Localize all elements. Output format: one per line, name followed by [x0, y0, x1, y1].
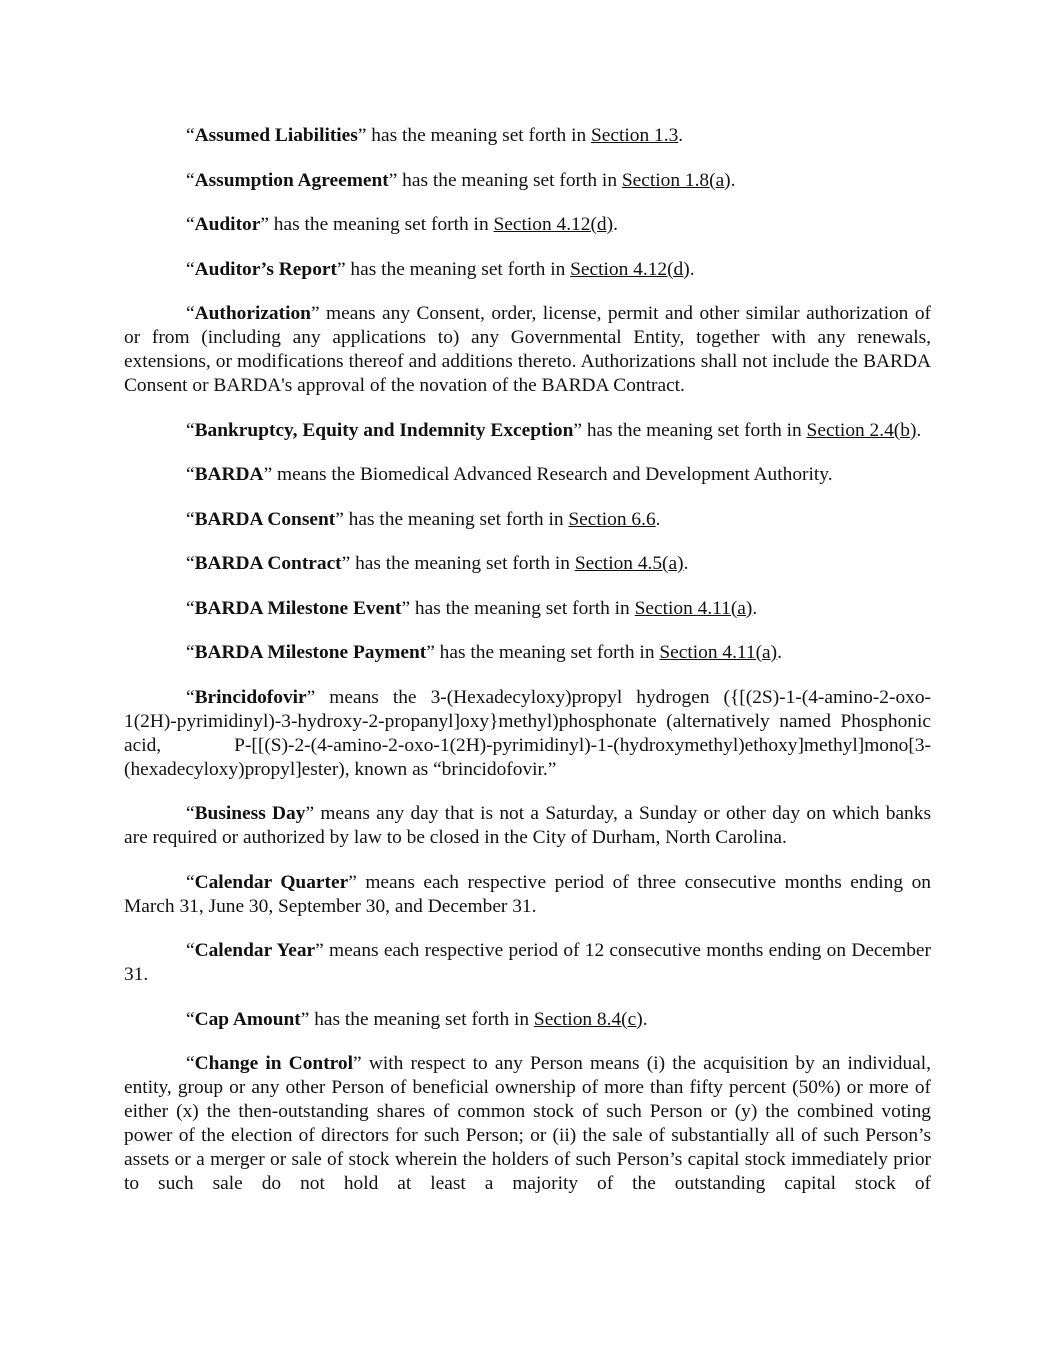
definition-paragraph: “Bankruptcy, Equity and Indemnity Exception” has the meaning set forth in Section 2.4(b). — [186, 419, 922, 441]
definition-text: means the Biomedical Advanced Research and Development Authority. — [272, 464, 833, 485]
section-reference-link[interactable]: Section 2.4(b) — [806, 419, 917, 441]
definition-paragraph: “Calendar Year” means each respective period of 12 consecutive months ending on December 31. — [124, 940, 931, 985]
definition-text: means the 3-(Hexadecyloxy)propyl hydrogen ({[(2S)-1-(4-amino-2-oxo-1(2H)-pyrimidinyl)-3-hydroxy-2-propanyl]oxy}methyl)phosphonate (alternatively named Phosphonic acid, P-[[(S)-2-(4-amino-2-oxo-1(2H)-pyrimidinyl)-1-(hydroxymethyl)ethoxy]methyl]mono[3-(hexadecyloxy)propyl]ester), known as “brincidofovir.” — [124, 686, 931, 780]
definition-text: has the meaning set forth in — [345, 258, 571, 280]
defined-term: Change in Control — [194, 1053, 354, 1074]
defined-term: BARDA Milestone Event — [194, 597, 402, 619]
definition-tail: . — [777, 642, 782, 663]
definition-paragraph: “Authorization” means any Consent, order, license, permit and other similar authorization of or from (including any applications to) any Governmental Entity, together with any renewals, extensions, or modifications thereof and additions thereto. Authorizations shall not include the BARDA Consent or BARDA's approval of the novation of the BARDA Contract. — [124, 303, 931, 396]
definition-tail: . — [683, 553, 689, 574]
defined-term: Calendar Quarter — [194, 871, 349, 893]
definition-tail: . — [642, 1008, 648, 1030]
defined-term: BARDA Contract — [194, 553, 342, 574]
definition-text: has the meaning set forth in — [343, 508, 569, 530]
definition-tail: . — [613, 214, 618, 235]
definition-text: has the meaning set forth in — [268, 214, 494, 235]
section-reference-link[interactable]: Section 8.4(c) — [533, 1008, 643, 1030]
defined-term: Auditor — [194, 214, 261, 235]
definition-tail: . — [655, 508, 661, 530]
defined-term: Business Day — [194, 803, 306, 824]
definition-paragraph: “BARDA Consent” has the meaning set forth in Section 6.6. — [186, 508, 661, 530]
definition-paragraph: “Auditor” has the meaning set forth in Section 4.12(d). — [186, 214, 618, 235]
definition-paragraph: “BARDA Milestone Event” has the meaning set forth in Section 4.11(a). — [186, 597, 758, 619]
defined-term: BARDA — [194, 464, 264, 485]
definition-paragraph: “Calendar Quarter” means each respective period of three consecutive months ending on March 31, June 30, September 30, and December 31. — [124, 871, 931, 917]
definition-text: has the meaning set forth in — [350, 553, 575, 574]
section-reference-link[interactable]: Section 1.8(a) — [621, 169, 731, 191]
definition-tail: . — [916, 419, 922, 441]
definition-paragraph: “Cap Amount” has the meaning set forth in Section 8.4(c). — [186, 1008, 648, 1030]
defined-term: BARDA Milestone Payment — [194, 642, 427, 663]
definition-paragraph: “Change in Control” with respect to any Person means (i) the acquisition by an individual, entity, group or any other Person of beneficial ownership of more than fifty percent (50%) or more of either (x) the then-outstanding shares of common stock of such Person or (y) the combined voting power of the election of directors for such Person; or (ii) the sale of substantially all of such Person’s assets or a merger or sale of stock wherein the holders of such Person’s capital stock immediately prior to such sale do not hold at least a majority of the outstanding capital stock of — [124, 1053, 931, 1194]
definition-text: has the meaning set forth in — [366, 125, 592, 146]
section-reference-link[interactable]: Section 6.6 — [568, 508, 656, 530]
definition-paragraph: “Assumption Agreement” has the meaning set forth in Section 1.8(a). — [186, 169, 736, 191]
definition-paragraph: “Brincidofovir” means the 3-(Hexadecyloxy)propyl hydrogen ({[(2S)-1-(4-amino-2-oxo-1(2H)-pyrimidinyl)-3-hydroxy-2-propanyl]oxy}methyl)phosphonate (alternatively named Phosphonic acid, P-[[(S)-2-(4-amino-2-oxo-1(2H)-pyrimidinyl)-1-(hydroxymethyl)ethoxy]methyl]mono[3-(hexadecyloxy)propyl]ester), known as “brincidofovir.” — [124, 686, 931, 780]
definition-tail: . — [752, 597, 758, 619]
definition-text: has the meaning set forth in — [410, 597, 635, 619]
definition-paragraph: “BARDA” means the Biomedical Advanced Research and Development Authority. — [186, 464, 833, 485]
defined-term: Calendar Year — [194, 940, 316, 961]
section-reference-link[interactable]: Section 4.12(d) — [570, 258, 690, 280]
definition-paragraph: “Auditor’s Report” has the meaning set forth in Section 4.12(d). — [186, 258, 695, 280]
section-reference-link[interactable]: Section 4.12(d) — [493, 214, 614, 235]
definition-paragraph: “BARDA Contract” has the meaning set forth in Section 4.5(a). — [186, 553, 689, 574]
defined-term: BARDA Consent — [194, 508, 336, 530]
definition-text: has the meaning set forth in — [434, 642, 660, 663]
defined-term: Auditor’s Report — [194, 258, 337, 280]
document-page — [124, 124, 931, 1217]
defined-term: Cap Amount — [194, 1008, 301, 1030]
defined-term: Authorization — [194, 303, 311, 324]
definition-text: has the meaning set forth in — [309, 1008, 534, 1030]
definition-text: means each respective period of three consecutive months ending on March 31, June 30, September 30, and December 31. — [124, 871, 931, 917]
defined-term: Brincidofovir — [194, 686, 307, 708]
definition-text: means any Consent, order, license, permit and other similar authorization of or from (including any applications to) any Governmental Entity, together with any renewals, extensions, or modifications thereof and additions thereto. Authorizations shall not include the BARDA Consent or BARDA's approval of the novation of the BARDA Contract. — [124, 303, 931, 396]
definition-tail: . — [689, 258, 695, 280]
definition-tail: . — [730, 169, 736, 191]
definition-text: means each respective period of 12 consecutive months ending on December 31. — [124, 940, 931, 985]
defined-term: Bankruptcy, Equity and Indemnity Exception — [194, 419, 574, 441]
section-reference-link[interactable]: Section 4.11(a) — [659, 642, 778, 663]
definition-paragraph: “Assumed Liabilities” has the meaning set forth in Section 1.3. — [186, 125, 684, 146]
definition-paragraph: “BARDA Milestone Payment” has the meaning set forth in Section 4.11(a). — [186, 642, 782, 663]
definition-text: has the meaning set forth in — [581, 419, 807, 441]
definition-text: with respect to any Person means (i) the acquisition by an individual, entity, group or any other Person of beneficial ownership of more than fifty percent (50%) or more of either (x) the then-outstanding shares of common stock of such Person or (y) the combined voting power of the election of directors for such Person; or (ii) the sale of substantially all of such Person’s assets or a merger or sale of stock wherein the holders of such Person’s capital stock immediately prior to such sale do not hold at least a majority of the outstanding capital stock of — [124, 1053, 931, 1194]
definition-tail: . — [678, 125, 684, 146]
defined-term: Assumption Agreement — [194, 169, 389, 191]
defined-term: Assumed Liabilities — [194, 125, 358, 146]
definition-text: has the meaning set forth in — [397, 169, 622, 191]
definition-paragraph: “Business Day” means any day that is not a Saturday, a Sunday or other day on which banks are required or authorized by law to be closed in the City of Durham, North Carolina. — [124, 803, 931, 848]
section-reference-link[interactable]: Section 1.3 — [591, 125, 679, 146]
section-reference-link[interactable]: Section 4.5(a) — [574, 553, 684, 574]
section-reference-link[interactable]: Section 4.11(a) — [634, 597, 753, 619]
definition-text: means any day that is not a Saturday, a Sunday or other day on which banks are required or authorized by law to be closed in the City of Durham, North Carolina. — [124, 803, 931, 848]
